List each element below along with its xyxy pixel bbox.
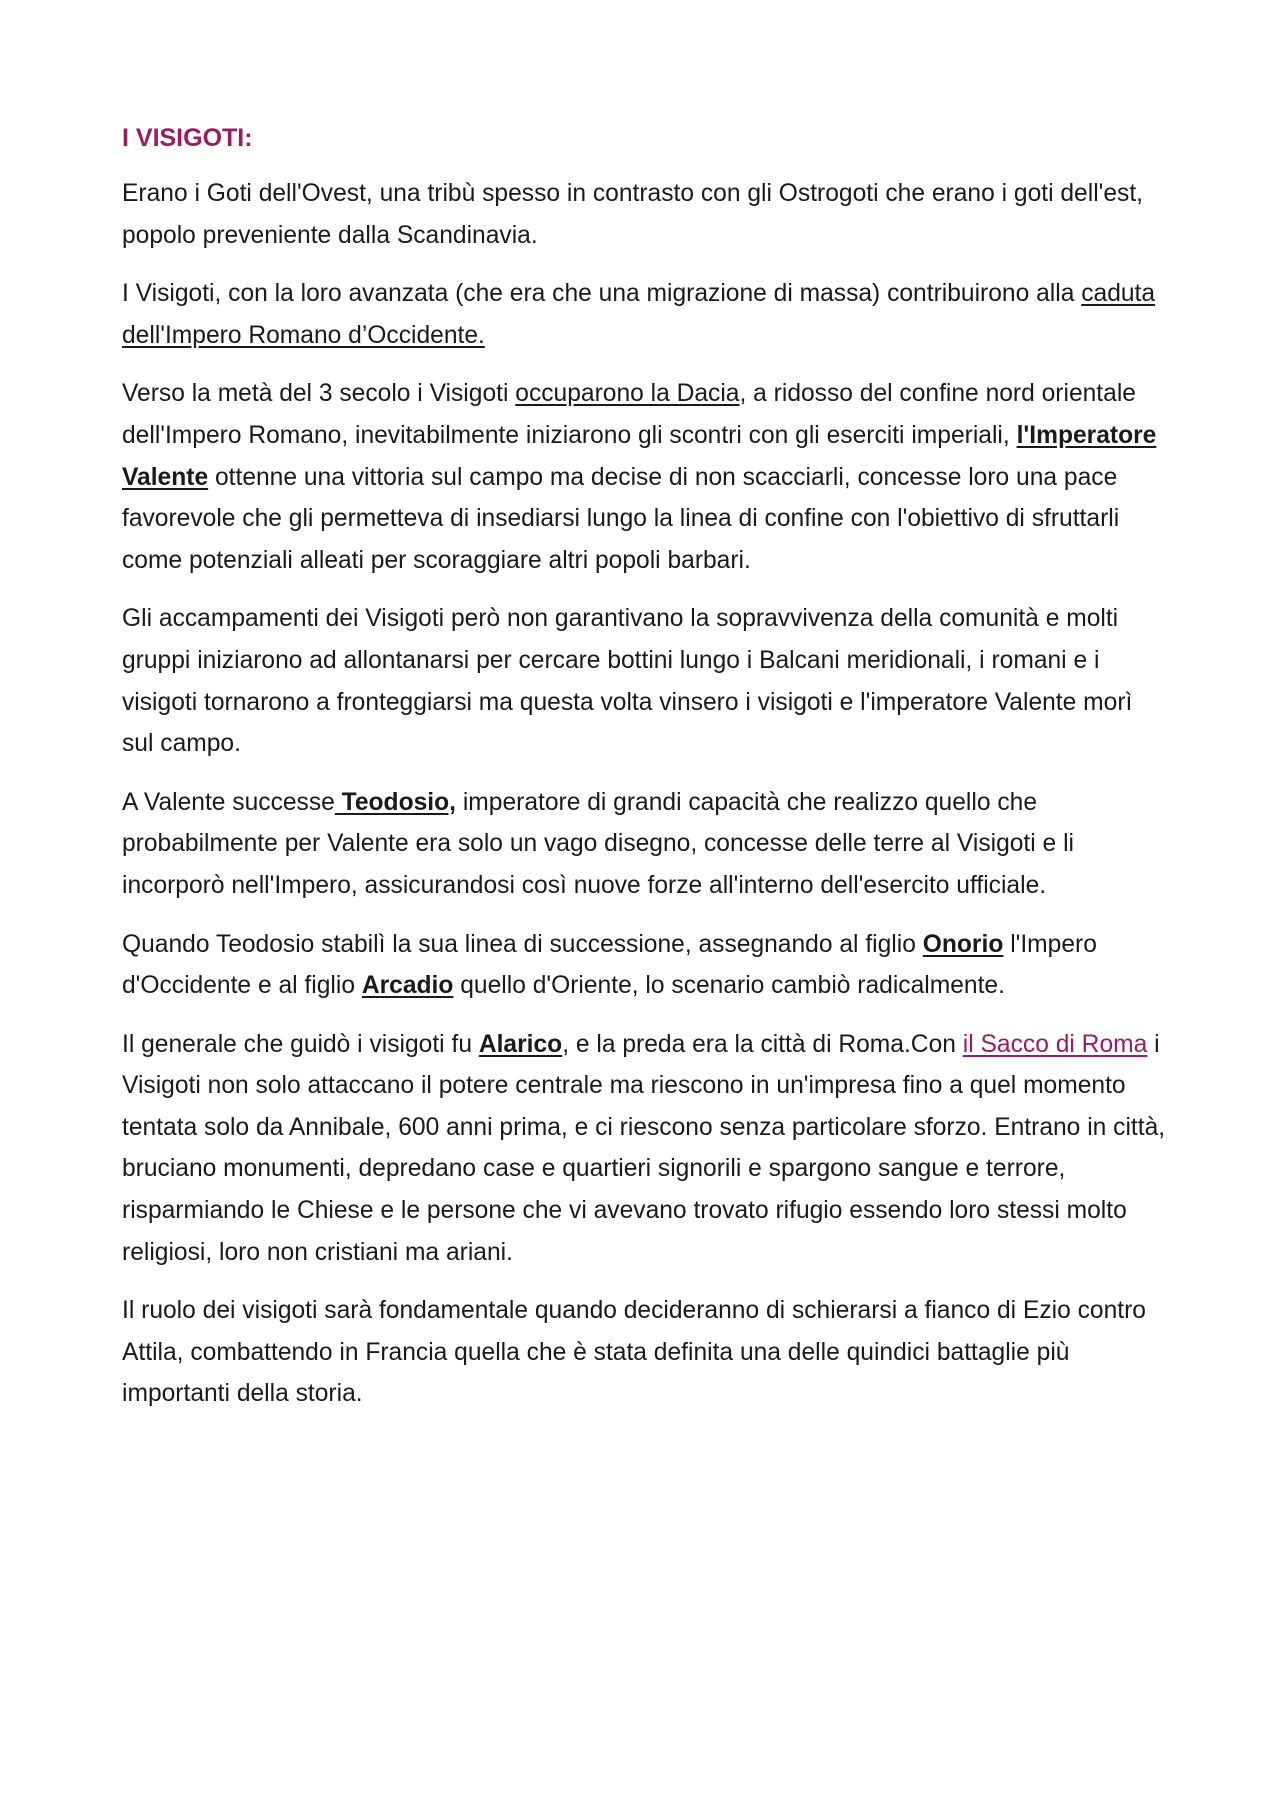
paragraph-3 [122,373,1167,581]
paragraph-text: A Valente successe [122,788,335,816]
document-page [122,118,1167,1432]
paragraph-text: , e la preda era la città di Roma.Con [562,1030,963,1058]
bold-term-valente: l'Imperatore Valente [122,421,1157,491]
paragraph-8 [122,1290,1167,1415]
paragraph-7 [122,1024,1167,1274]
paragraph-text: Quando Teodosio stabilì la sua linea di successione, assegnando al figlio [122,930,923,958]
bold-term-arcadio: Arcadio [361,972,454,1000]
page-title: I VISIGOTI: [122,124,253,152]
paragraph-4 [122,598,1167,764]
underlined-phrase-caduta: caduta dell'Impero Romano d’Occidente. [122,280,1156,349]
paragraph-text: , a ridosso del confine nord orientale dell'Impero Romano, inevitabilmente iniziarono gli scontri con gli eserciti imperiali, [122,380,1136,449]
paragraph-text: Il ruolo dei visigoti sarà fondamentale quando decideranno di schierarsi a fianco di Ezio contro Attila, combattendo in Francia quella che è stata definita una delle quindici battaglie più importanti della storia. [122,1297,1146,1408]
paragraph-text: Erano i Goti dell'Ovest, una tribù spesso in contrasto con gli Ostrogoti che erano i goti dell'est, popolo preveniente dalla Scandinavia. [122,180,1144,249]
paragraph-text: ottenne una vittoria sul campo ma decise di non scacciarli, concesse loro una pace favorevole che gli permetteva di insediarsi lungo la linea di confine con l'obiettivo di sfruttarli come potenziali alleati per scoraggiare altri popoli barbari. [122,463,1120,574]
paragraph-text: Gli accampamenti dei Visigoti però non garantivano la sopravvivenza della comunità e molti gruppi iniziarono ad allontanarsi per cercare bottini lungo i Balcani meridionali, i romani e i visigoti tornarono a fronteggiarsi ma questa volta vinsero i visigoti e l'imperatore Valente morì sul campo. [122,605,1133,758]
paragraph-text: quello d'Oriente, lo scenario cambiò radicalmente. [453,972,1005,1000]
paragraph-2 [122,273,1167,356]
paragraph-6 [122,924,1167,1007]
paragraph-text: l'Impero d'Occidente e al figlio [122,930,1097,1000]
sacco-di-roma-link[interactable]: il Sacco di Roma [962,1030,1148,1058]
paragraph-text: I Visigoti, con la loro avanzata (che era che una migrazione di massa) contribuirono alla [122,280,1082,308]
paragraph-text: i Visigoti non solo attaccano il potere centrale ma riescono in un'impresa fino a quel momento tentata solo da Annibale, 600 anni prima, e ci riescono senza particolare sforzo. Entrano in città, bruciano monumenti, depredano case e quartieri signorili e spargono sangue e terrore, risparmiando le Chiese e le persone che vi avevano trovato rifugio essendo loro stessi molto religiosi, loro non cristiani ma ariani. [122,1030,1166,1266]
paragraph-text: imperatore di grandi capacità che realizzo quello che probabilmente per Valente era solo un vago disegno, concesse delle terre al Visigoti e li incorporò nell'Impero, assicurandosi così nuove forze all'interno dell'esercito ufficiale. [122,788,1074,899]
paragraph-1 [122,173,1167,256]
bold-term-onorio: Onorio [922,930,1004,958]
bold-term-alarico: Alarico [478,1030,563,1058]
underlined-phrase-dacia: occuparono la Dacia [515,380,740,408]
paragraph-text: Il generale che guidò i visigoti fu [122,1030,479,1058]
bold-term-teodosio: Teodosio, [334,788,456,816]
paragraph-text: Verso la metà del 3 secolo i Visigoti [122,380,516,408]
paragraph-5 [122,782,1167,907]
